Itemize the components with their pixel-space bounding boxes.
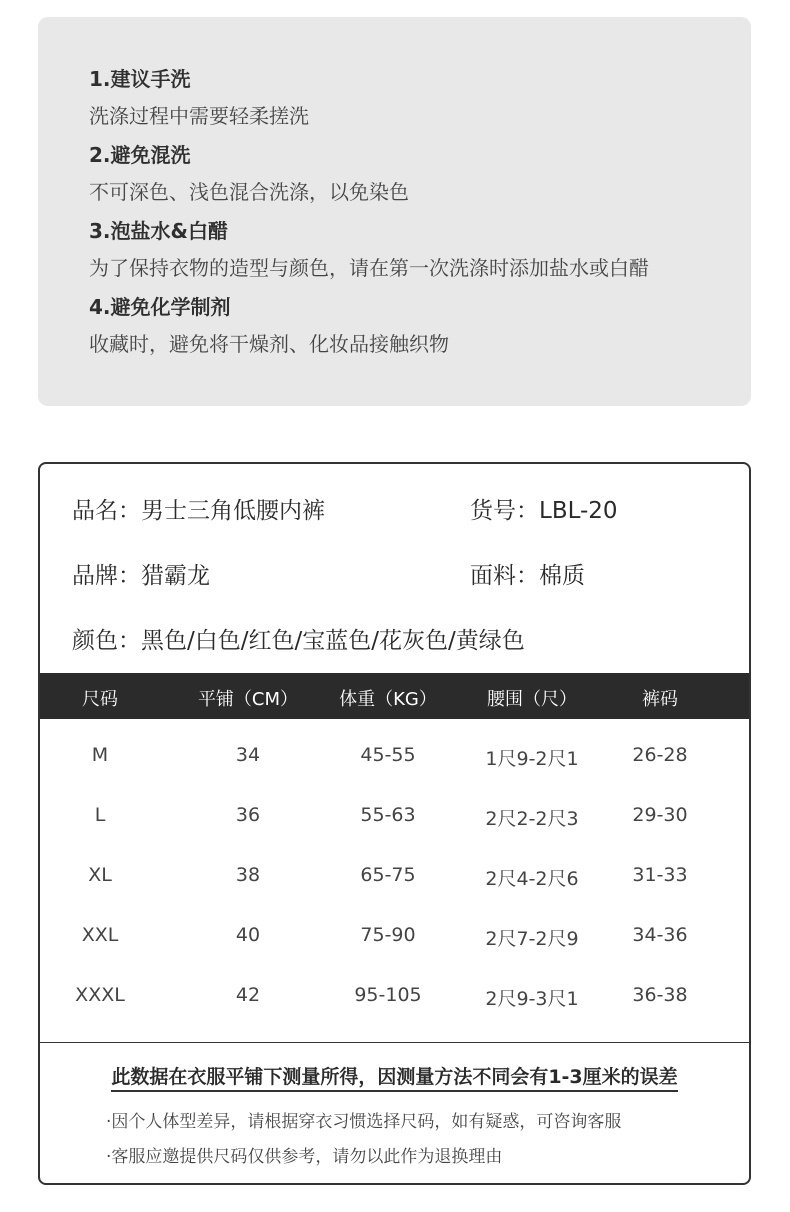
- cell-waist: 2尺7-2尺9: [485, 928, 579, 950]
- cell-weight: 95-105: [354, 984, 422, 1006]
- cell-weight: 75-90: [360, 924, 416, 946]
- care-heading: 1.建议手洗: [89, 67, 191, 91]
- cell-flat-width: 40: [235, 924, 261, 946]
- cell-pants-size: 36-38: [632, 984, 688, 1006]
- cell-flat-width: 36: [235, 804, 261, 826]
- care-heading: 4.避免化学制剂: [89, 295, 231, 319]
- cell-size: M: [91, 744, 109, 766]
- cell-waist: 2尺2-2尺3: [485, 808, 579, 830]
- cell-weight: 55-63: [360, 804, 416, 826]
- cell-size: L: [94, 804, 106, 826]
- care-instructions-panel: [38, 17, 751, 406]
- care-heading: 2.避免混洗: [89, 143, 191, 167]
- cell-pants-size: 29-30: [632, 804, 688, 826]
- care-description: 不可深色、浅色混合洗涤，以免染色: [89, 180, 409, 204]
- cell-weight: 65-75: [360, 864, 416, 886]
- cell-pants-size: 26-28: [632, 744, 688, 766]
- product-colors: 颜色：黑色/白色/红色/宝蓝色/花灰色/黄绿色: [72, 628, 525, 654]
- table-divider: [40, 1042, 749, 1043]
- table-row: [40, 839, 749, 899]
- cell-weight: 45-55: [360, 744, 416, 766]
- note-reference-only: ·客服应邀提供尺码仅供参考，请勿以此作为退换理由: [106, 1147, 503, 1167]
- cell-waist: 1尺9-2尺1: [485, 748, 579, 770]
- care-item: [89, 292, 751, 368]
- cell-waist: 2尺4-2尺6: [485, 868, 579, 890]
- care-heading: 3.泡盐水&白醋: [89, 219, 228, 243]
- table-row: [40, 779, 749, 839]
- note-body-type: ·因个人体型差异，请根据穿衣习惯选择尺码，如有疑惑，可咨询客服: [106, 1112, 622, 1132]
- cell-flat-width: 42: [235, 984, 261, 1006]
- care-description: 洗涤过程中需要轻柔搓洗: [89, 104, 309, 128]
- product-name: 品名：男士三角低腰内裤: [72, 498, 325, 524]
- cell-flat-width: 34: [235, 744, 261, 766]
- cell-size: XL: [88, 864, 112, 886]
- care-description: 为了保持衣物的造型与颜色，请在第一次洗涤时添加盐水或白醋: [89, 256, 649, 280]
- care-item: [89, 216, 751, 292]
- header-pants-size: 裤码: [642, 689, 678, 710]
- header-weight: 体重（KG）: [339, 689, 437, 710]
- table-row: [40, 959, 749, 1019]
- cell-size: XXL: [81, 924, 119, 946]
- care-item: [89, 64, 751, 140]
- measurement-note-text: 此数据在衣服平铺下测量所得，因测量方法不同会有1-3厘米的误差: [111, 1066, 677, 1092]
- table-row: [40, 899, 749, 959]
- header-size: 尺码: [82, 689, 118, 710]
- product-brand: 品牌：猎霸龙: [72, 563, 210, 589]
- product-code: 货号：LBL-20: [470, 498, 618, 524]
- cell-pants-size: 31-33: [632, 864, 688, 886]
- care-description: 收藏时，避免将干燥剂、化妆品接触织物: [89, 332, 449, 356]
- measurement-note: [40, 1062, 749, 1089]
- cell-size: XXXL: [75, 984, 125, 1006]
- cell-waist: 2尺9-3尺1: [485, 988, 579, 1010]
- product-material: 面料：棉质: [470, 563, 585, 589]
- size-spec-card: [38, 462, 751, 1185]
- size-table-header: [40, 673, 749, 719]
- header-waist: 腰围（尺）: [487, 689, 577, 710]
- cell-flat-width: 38: [235, 864, 261, 886]
- cell-pants-size: 34-36: [632, 924, 688, 946]
- table-row: [40, 719, 749, 779]
- header-flat-width: 平铺（CM）: [197, 689, 299, 710]
- care-item: [89, 140, 751, 216]
